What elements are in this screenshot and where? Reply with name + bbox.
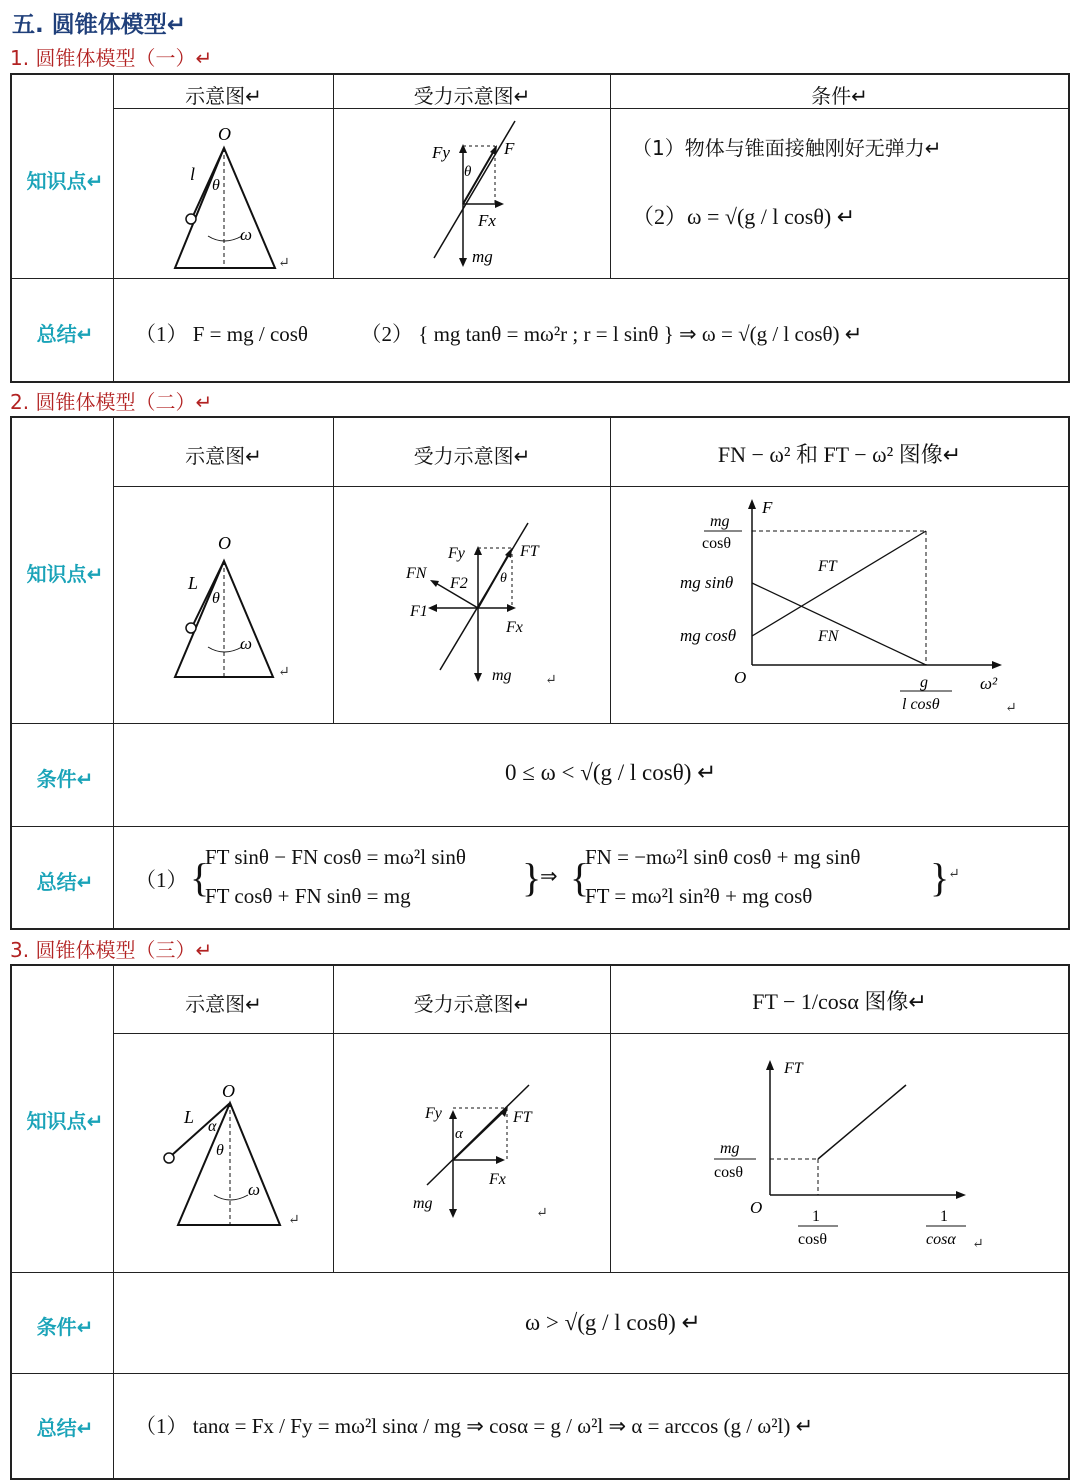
table2-condition: 0 ≤ ω < √(g / l cosθ) ↵ bbox=[505, 760, 717, 785]
cone3-label-omega: ω bbox=[248, 1180, 261, 1199]
force1-label-Fx: Fx bbox=[478, 211, 496, 230]
table1-header-force: 受力示意图↵ bbox=[413, 84, 531, 108]
force3-label-Fy: Fy bbox=[425, 1105, 442, 1122]
table2-summary-right-2: FT = mω²l sin²θ + mg cosθ bbox=[585, 884, 813, 908]
graph2-label-g: g bbox=[920, 674, 928, 691]
table2-row-summary: 总结↵ bbox=[36, 870, 94, 894]
graph2-FT-line bbox=[752, 531, 926, 636]
table3-col-divider bbox=[113, 964, 114, 1480]
graph2-label-FN: FN bbox=[818, 628, 839, 645]
graph2-FN-line bbox=[752, 583, 926, 665]
graph2-label-w2: ω² bbox=[980, 674, 998, 693]
force2-label-FN: FN bbox=[406, 565, 427, 582]
cone-diagram-1 bbox=[160, 118, 300, 276]
table3-border-right bbox=[1068, 964, 1070, 1480]
force1-label-F: F bbox=[504, 139, 515, 158]
table3-border-bottom bbox=[10, 1478, 1070, 1480]
section-1-title: 1. 圆锥体模型（一）↵ bbox=[10, 46, 213, 70]
table3-condition: ω > √(g / l cosθ) ↵ bbox=[525, 1310, 701, 1335]
graph3-label-x1-num: 1 bbox=[812, 1208, 820, 1225]
table2-header-force: 受力示意图↵ bbox=[413, 444, 531, 468]
table3-header-divider bbox=[113, 1033, 1070, 1034]
cone-diagram-3 bbox=[150, 1075, 310, 1235]
graph2-label-mgcos: mg cosθ bbox=[680, 626, 737, 645]
graph3-label-cos: cosθ bbox=[714, 1164, 743, 1181]
force3-label-Fx: Fx bbox=[489, 1171, 506, 1188]
cone3-label-L: L bbox=[184, 1107, 195, 1127]
cone-diagram-2 bbox=[160, 527, 300, 687]
table1-row-divider bbox=[10, 278, 1070, 279]
table1-border-left bbox=[10, 73, 12, 383]
graph2-label-O: O bbox=[734, 668, 747, 687]
table2-border-left bbox=[10, 416, 12, 930]
table3-row-summary: 总结↵ bbox=[36, 1416, 94, 1440]
graph-FN-FT-vs-omega2 bbox=[660, 495, 1020, 720]
table2-summary-right-1: FN = −mω²l sinθ cosθ + mg sinθ bbox=[585, 845, 861, 869]
table1-header-condition: 条件↵ bbox=[811, 84, 868, 108]
table1-border-right bbox=[1068, 73, 1070, 383]
force2-label-mg: mg bbox=[492, 667, 512, 684]
cone3-label-alpha: α bbox=[208, 1118, 217, 1135]
graph2-label-FT: FT bbox=[818, 558, 837, 575]
graph3-label-x1-den: cosθ bbox=[798, 1231, 827, 1248]
force1-label-theta: θ bbox=[464, 164, 472, 180]
table3-row-divider-1 bbox=[10, 1272, 1070, 1273]
force3-label-FT: FT bbox=[513, 1109, 532, 1126]
table2-row-knowledge: 知识点↵ bbox=[26, 562, 104, 586]
cone2-label-omega: ω bbox=[240, 634, 253, 653]
table1-row-knowledge: 知识点↵ bbox=[26, 169, 104, 193]
section-3-title: 3. 圆锥体模型（三）↵ bbox=[10, 938, 213, 962]
table1-border-bottom bbox=[10, 381, 1070, 383]
force1-label-mg: mg bbox=[472, 247, 493, 266]
graph2-label-F: F bbox=[762, 498, 773, 517]
graph2-label-lcos: l cosθ bbox=[902, 696, 940, 713]
graph2-label-mg: mg bbox=[710, 513, 730, 530]
force-diagram-3 bbox=[405, 1080, 555, 1225]
force3-label-mg: mg bbox=[413, 1195, 433, 1212]
table2-col-divider bbox=[113, 416, 114, 930]
graph3-FT-line bbox=[818, 1085, 906, 1159]
graph3-label-FT: FT bbox=[784, 1060, 803, 1077]
table1-condition-2: （2）ω = √(g / l cosθ) ↵ bbox=[632, 204, 856, 229]
graph3-label-x2-den: cosα bbox=[926, 1231, 956, 1248]
table1-summary: （1） F = mg / cosθ （2） { mg tanθ = mω²r ; r = l sinθ } ⇒ ω = √(g / l cosθ) ↵ bbox=[135, 322, 863, 346]
force-diagram-2 bbox=[400, 520, 560, 690]
cone1-label-theta: θ bbox=[212, 177, 220, 194]
graph2-label-mgsin: mg sinθ bbox=[680, 573, 734, 592]
table2-row-condition: 条件↵ bbox=[36, 767, 94, 791]
cone1-label-l: l bbox=[190, 164, 196, 184]
cone1-label-omega: ω bbox=[240, 225, 253, 244]
graph3-label-mg: mg bbox=[720, 1140, 740, 1157]
table2-border-top bbox=[10, 416, 1070, 418]
force-diagram-1 bbox=[420, 118, 560, 276]
table2-summary-left-1: FT sinθ − FN cosθ = mω²l sinθ bbox=[205, 845, 466, 869]
table3-border-left bbox=[10, 964, 12, 1480]
table2-header-diagram: 示意图↵ bbox=[185, 444, 262, 468]
table2-border-bottom bbox=[10, 928, 1070, 930]
table1-condition-1: （1）物体与锥面接触刚好无弹力↵ bbox=[632, 136, 942, 160]
cone2-label-O: O bbox=[218, 533, 231, 553]
table3-row-condition: 条件↵ bbox=[36, 1315, 94, 1339]
page-title: 五. 圆锥体模型↵ bbox=[12, 12, 187, 38]
table1-col-divider bbox=[113, 73, 114, 383]
table3-row-divider-2 bbox=[10, 1373, 1070, 1374]
cone3-label-O: O bbox=[222, 1081, 235, 1101]
table1-header-diagram: 示意图↵ bbox=[185, 84, 262, 108]
table2-header-divider bbox=[113, 486, 1070, 487]
table2-border-right bbox=[1068, 416, 1070, 930]
force1-label-Fy: Fy bbox=[432, 143, 450, 162]
cone1-label-O: O bbox=[218, 124, 231, 144]
table3-row-knowledge: 知识点↵ bbox=[26, 1109, 104, 1133]
force2-label-theta: θ bbox=[500, 571, 507, 586]
force2-label-FT: FT bbox=[520, 543, 539, 560]
force2-label-Fy: Fy bbox=[448, 545, 465, 562]
table3-header-graph: FT − 1/cosα 图像↵ bbox=[752, 989, 927, 1014]
force3-label-alpha: α bbox=[455, 1126, 463, 1142]
graph-FT-vs-inv-cos bbox=[700, 1055, 990, 1255]
table3-summary: （1） tanα = Fx / Fy = mω²l sinα / mg ⇒ cosα = g / ω²l ⇒ α = arccos (g / ω²l) ↵ bbox=[135, 1414, 814, 1438]
cone3-label-theta: θ bbox=[216, 1142, 224, 1159]
table3-border-top bbox=[10, 964, 1070, 966]
table1-border-top bbox=[10, 73, 1070, 75]
section-2-title: 2. 圆锥体模型（二）↵ bbox=[10, 390, 213, 414]
force2-label-F1: F1 bbox=[410, 603, 428, 620]
table2-row-divider-1 bbox=[10, 723, 1070, 724]
cone2-label-L: L bbox=[188, 573, 199, 593]
table2-header-graph: FN − ω² 和 FT − ω² 图像↵ bbox=[717, 442, 962, 467]
table3-header-diagram: 示意图↵ bbox=[185, 992, 262, 1016]
graph3-label-x2-num: 1 bbox=[940, 1208, 948, 1225]
force2-label-F2: F2 bbox=[450, 575, 468, 592]
graph3-label-O: O bbox=[750, 1198, 763, 1217]
table2-row-divider-2 bbox=[10, 826, 1070, 827]
graph2-label-cos: cosθ bbox=[702, 535, 731, 552]
cone2-label-theta: θ bbox=[212, 590, 220, 607]
table2-summary-prefix: （1） bbox=[135, 868, 188, 892]
table1-row-summary: 总结↵ bbox=[36, 322, 94, 346]
table3-header-force: 受力示意图↵ bbox=[413, 992, 531, 1016]
table2-summary-left-2: FT cosθ + FN sinθ = mg bbox=[205, 884, 411, 908]
force2-label-Fx: Fx bbox=[506, 619, 523, 636]
